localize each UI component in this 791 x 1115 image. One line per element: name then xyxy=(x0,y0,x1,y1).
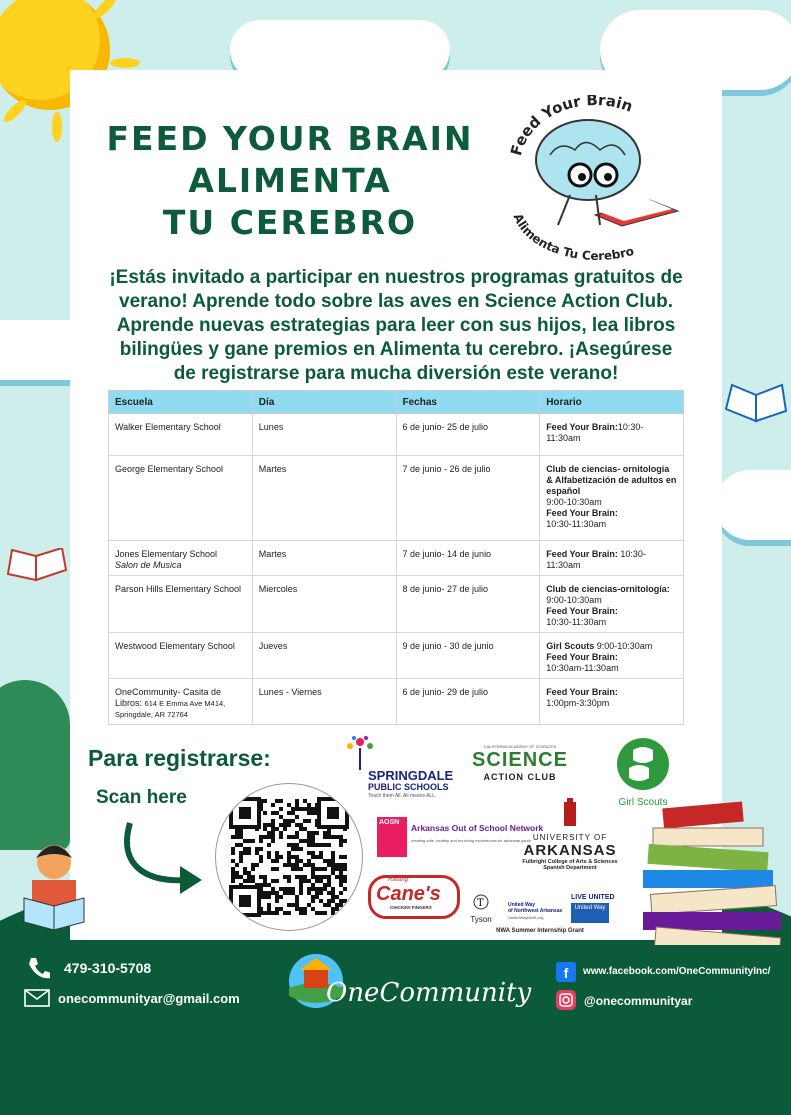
phone-icon xyxy=(26,956,50,984)
school-name: George Elementary School xyxy=(115,464,224,474)
schedule-cell: Club de ciencias-ornitología: 9:00-10:30am Feed Your Brain: 10:30-11:30am xyxy=(540,576,684,633)
school-name: Jones Elementary School xyxy=(115,549,218,559)
page-title: FEED YOUR BRAIN ALIMENTA TU CEREBRO xyxy=(106,119,474,242)
phone-number[interactable]: 479-310-5708 xyxy=(64,960,152,976)
instagram-handle[interactable]: @onecommunityar xyxy=(584,994,693,1008)
table-row xyxy=(109,633,684,679)
cloud xyxy=(715,470,791,540)
tree xyxy=(0,680,70,850)
tyson-logo: T Tyson xyxy=(464,894,498,924)
open-book-icon xyxy=(6,548,68,592)
column-header: Fechas xyxy=(396,391,540,414)
schedule-table xyxy=(108,390,684,725)
instagram-icon xyxy=(556,990,576,1010)
open-book-icon xyxy=(724,383,788,429)
school-name: Westwood Elementary School xyxy=(115,641,235,651)
dates-cell: 9 de junio - 30 de junio xyxy=(396,633,540,679)
email-icon xyxy=(24,989,50,1011)
column-header: Día xyxy=(252,391,396,414)
facebook-icon: f xyxy=(556,962,576,982)
dates-cell: 6 de junio- 25 de julio xyxy=(396,414,540,456)
raising-canes-logo: Raising Cane's CHICKEN FINGERS xyxy=(368,875,454,915)
school-name: Parson Hills Elementary School xyxy=(115,584,242,594)
school-name: Walker Elementary School xyxy=(115,422,221,432)
day-cell: Lunes - Viernes xyxy=(252,679,396,725)
table-row xyxy=(109,679,684,725)
schedule-cell: Feed Your Brain: 1:00pm-3:30pm xyxy=(540,679,684,725)
intro-text: ¡Estás invitado a participar en nuestros programas gratuitos de verano! Aprende todo sobre las aves en Science Action Club. Aprende nuevas estrategias para leer con sus hijos, lea libros bilingües y gane premios en Alimenta tu cerebro. ¡Asegúrese de registrarse para mucha diversión este verano! xyxy=(109,267,683,384)
table-header-row xyxy=(109,391,684,414)
scan-here-label: Scan here xyxy=(96,787,187,808)
school-address: 614 E Emma Ave M414, Springdale, AR 72764 xyxy=(115,699,226,719)
schedule-cell: Feed Your Brain: 10:30-11:30am xyxy=(540,541,684,576)
dates-cell: 7 de junio- 14 de junio xyxy=(396,541,540,576)
day-cell: Martes xyxy=(252,456,396,541)
schedule-cell: Feed Your Brain:10:30-11:30am xyxy=(540,414,684,456)
register-title: Para registrarse: xyxy=(88,745,271,771)
nwa-grant-label: NWA Summer Internship Grant xyxy=(496,928,584,934)
svg-text:T: T xyxy=(477,898,484,909)
email-address[interactable]: onecommunityar@gmail.com xyxy=(58,991,240,1006)
day-cell: Miercoles xyxy=(252,576,396,633)
table-row xyxy=(109,576,684,633)
svg-text:Feed Your Brain: Feed Your Brain xyxy=(507,95,636,158)
girl-scouts-logo: Girl Scouts xyxy=(608,736,678,808)
column-header: Horario xyxy=(540,391,684,414)
child-reading-icon xyxy=(22,840,92,949)
schedule-cell: Girl Scouts 9:00-10:30am Feed Your Brain: 10:30am-11:30am xyxy=(540,633,684,679)
facebook-link[interactable]: www.facebook.com/OneCommunityInc/ xyxy=(583,966,771,977)
qr-code[interactable] xyxy=(215,783,363,931)
dates-cell: 7 de junio - 26 de julio xyxy=(396,456,540,541)
aosn-logo: AOSN Arkansas Out of School Network creating safe, healthy and enriching experiences for arkansas youth xyxy=(377,817,517,861)
column-header: Escuela xyxy=(109,391,253,414)
day-cell: Martes xyxy=(252,541,396,576)
svg-text:Alimenta Tu Cerebro: Alimenta Tu Cerebro xyxy=(510,211,636,260)
school-note: Salon de Musica xyxy=(115,560,182,570)
dates-cell: 6 de junio- 29 de julio xyxy=(396,679,540,725)
onecommunity-logo: OneCommunity xyxy=(286,950,506,1022)
table-row xyxy=(109,414,684,456)
arrow-icon xyxy=(118,818,208,902)
dates-cell: 8 de junio- 27 de julio xyxy=(396,576,540,633)
feed-your-brain-logo xyxy=(500,95,690,260)
school-name: OneCommunity- Casita de Libros: xyxy=(115,687,222,708)
table-row xyxy=(109,456,684,541)
day-cell: Jueves xyxy=(252,633,396,679)
table-row xyxy=(109,541,684,576)
schedule-cell: Club de ciencias- ornitología & Alfabetización de adultos en español 9:00-10:30am Feed Your Brain: 10:30-11:30am xyxy=(540,456,684,541)
day-cell: Lunes xyxy=(252,414,396,456)
united-way-logo: United Way of Northwest Arkansas UnitedWayNWA.org LIVE UNITED United Way xyxy=(508,894,618,930)
university-of-arkansas-logo: UNIVERSITY OF ARKANSAS Fulbright College of Arts & Sciences Spanish Department xyxy=(515,798,625,871)
science-action-club-logo: CALIFORNIA ACADEMY OF SCIENCES SCIENCE ACTION CLUB xyxy=(472,744,568,782)
